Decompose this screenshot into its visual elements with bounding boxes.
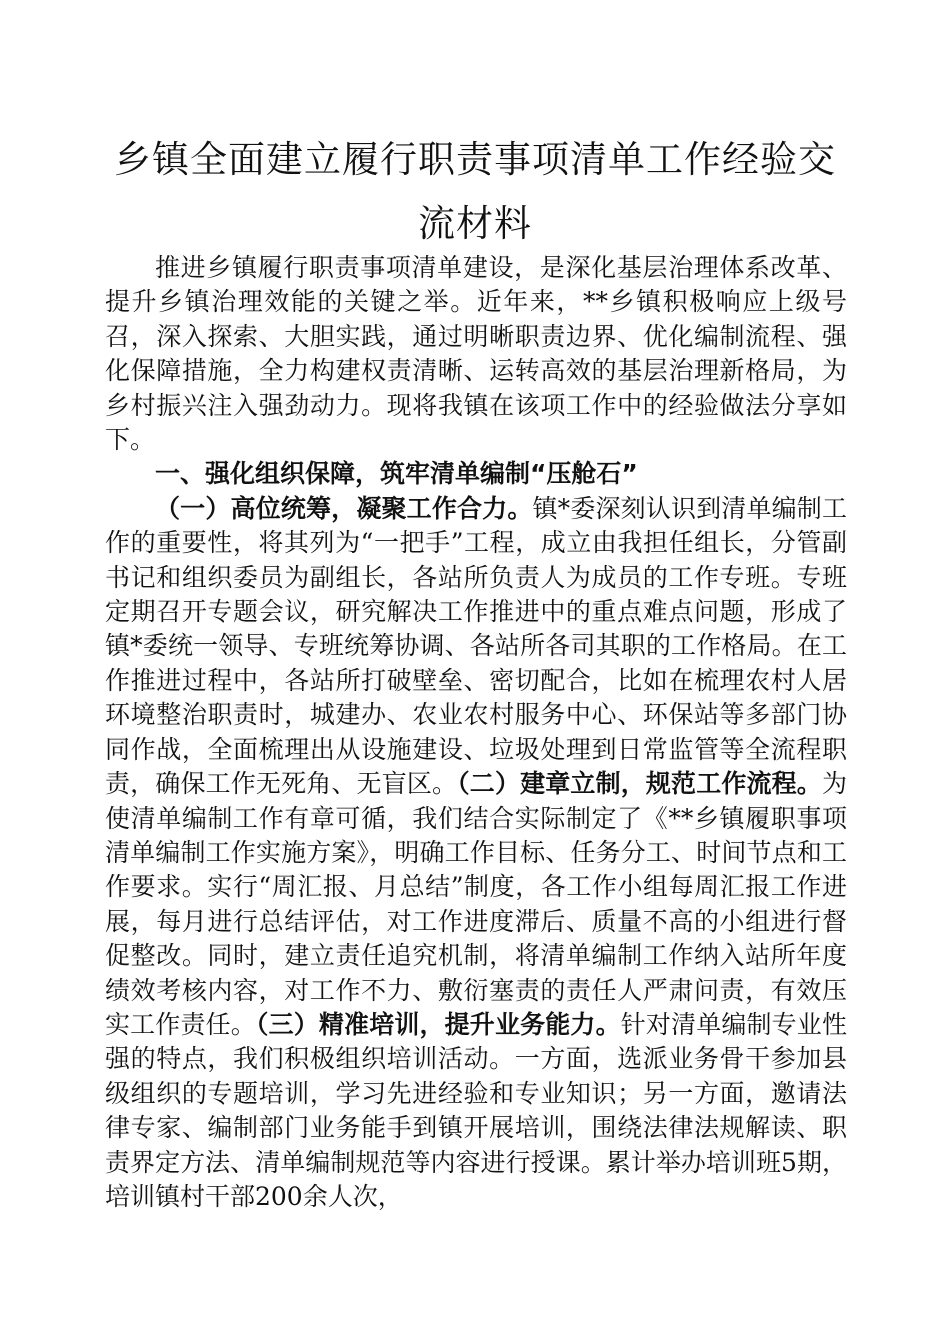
subsection-1-text: 镇*委深刻认识到清单编制工作的重要性，将其列为“一把手”工程，成立由我担任组长，分管副书记和组织委员为副组长，各站所负责人为成员的工作专班。专班定期召开专题会议，研究解决工作推进中的重点难点问题，形成了镇*委统一领导、专班统筹协调、各站所各司其职的工作格局。在工作推进过程中，各站所打破壁垒、密切配合，比如在梳理农村人居环境整治职责时，城建办、农业农村服务中心、环保站等多部门协同作战，全面梳理出从设施建设、垃圾处理到日常监管等全流程职责，确保工作无死角、无盲区。 (105, 493, 847, 799)
section-heading-1: 一、强化组织保障，筑牢清单编制“压舱石” (155, 459, 638, 489)
subsection-3-text: 针对清单编制专业性强的特点，我们积极组织培训活动。一方面，选派业务骨干参加县级组织的专题培训，学习先进经验和专业知识；另一方面，邀请法律专家、编制部门业务能手到镇开展培训，围绕法律法规解读、职责界定方法、清单编制规范等内容进行授课。累计举办培训班5期，培训镇村干部200余人次， (105, 1009, 847, 1211)
intro-paragraph: 推进乡镇履行职责事项清单建设，是深化基层治理体系改革、提升乡镇治理效能的关键之举。近年来，**乡镇积极响应上级号召，深入探索、大胆实践，通过明晰职责边界、优化编制流程、强化保障措施，全力构建权责清晰、运转高效的基层治理新格局，为乡村振兴注入强劲动力。现将我镇在该项工作中的经验做法分享如下。 (105, 253, 847, 455)
subsection-2-text: 为使清单编制工作有章可循，我们结合实际制定了《**乡镇履职事项清单编制工作实施方案》，明确工作目标、任务分工、时间节点和工作要求。实行“周汇报、月总结”制度，各工作小组每周汇报工作进展，每月进行总结评估，对工作进度滞后、质量不高的小组进行督促整改。同时，建立责任追究机制，将清单编制工作纳入站所年度绩效考核内容，对工作不力、敷衍塞责的责任人严肃问责，有效压实工作责任。 (105, 769, 847, 1039)
subheading-1: （一）高位统筹，凝聚工作合力。 (155, 493, 533, 523)
document-title: 乡镇全面建立履行职责事项清单工作经验交流材料 (114, 138, 836, 245)
document-body (105, 251, 847, 1214)
subheading-2: （二）建章立制，规范工作流程。 (457, 769, 822, 799)
subheading-3: （三）精准培训，提升业务能力。 (255, 1009, 621, 1039)
section-1-paragraph (105, 492, 847, 1215)
